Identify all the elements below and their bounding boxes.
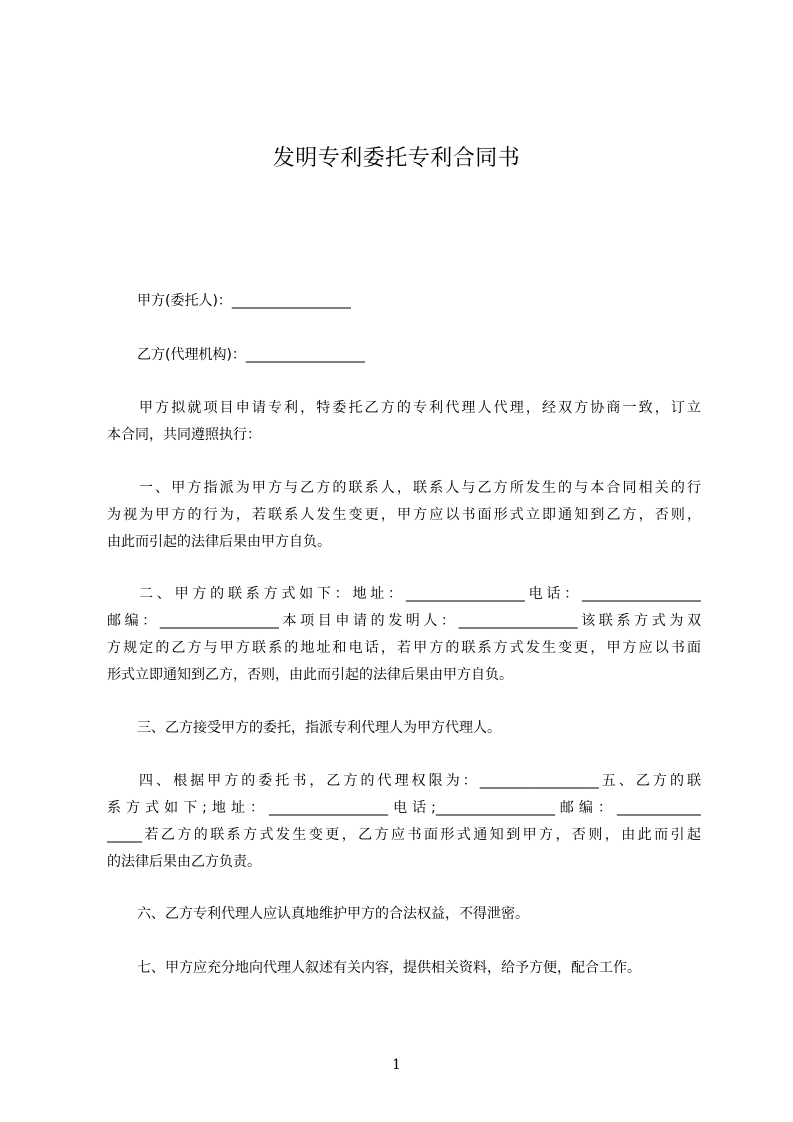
- clause-2-line-1: 二、甲方的联系方式如下：地址：_________________电话：_________________: [139, 586, 701, 602]
- page-number: 1: [392, 1057, 401, 1073]
- clause-2-line-2: 邮编：_________________本项目申请的发明人：_________________该联系方式为双: [107, 613, 701, 629]
- clause-4-line-4: 的法律后果由乙方负责。: [107, 854, 261, 870]
- clause-4-line-2: 系方式如下;地址：_________________电话;_________________邮编：____________: [107, 800, 701, 816]
- party-a-line: 甲方(委托人)：_________________: [137, 293, 351, 309]
- intro-line-2: 本合同，共同遵照执行：: [107, 427, 261, 443]
- clause-2-line-4: 形式立即通知到乙方，否则，由此而引起的法律后果由甲方自负。: [107, 667, 513, 683]
- clause-1-line-2: 为视为甲方的行为，若联系人发生变更，甲方应以书面形式立即通知到乙方，否则，: [107, 507, 701, 523]
- party-b-line: 乙方(代理机构)：_________________: [137, 347, 365, 363]
- clause-6-line: 六、乙方专利代理人应认真地维护甲方的合法权益，不得泄密。: [137, 906, 529, 922]
- intro-line-1: 甲方拟就项目申请专利，特委托乙方的专利代理人代理，经双方协商一致，订立: [139, 400, 701, 416]
- clause-4-line-3: _____若乙方的联系方式发生变更，乙方应书面形式通知到甲方，否则，由此而引起: [107, 827, 701, 843]
- document-title: 发明专利委托专利合同书: [272, 146, 521, 171]
- clause-3-line: 三、乙方接受甲方的委托，指派专利代理人为甲方代理人。: [137, 720, 501, 736]
- clause-4-line-1: 四、根据甲方的委托书，乙方的代理权限为：_________________五、乙方的联: [139, 773, 701, 789]
- clause-1-line-3: 由此而引起的法律后果由甲方自负。: [107, 534, 331, 550]
- clause-2-line-3: 方规定的乙方与甲方联系的地址和电话，若甲方的联系方式发生变更，甲方应以书面: [107, 640, 701, 656]
- clause-1-line-1: 一、甲方指派为甲方与乙方的联系人，联系人与乙方所发生的与本合同相关的行: [139, 480, 701, 496]
- clause-7-line: 七、甲方应充分地向代理人叙述有关内容，提供相关资料，给予方便，配合工作。: [137, 960, 641, 976]
